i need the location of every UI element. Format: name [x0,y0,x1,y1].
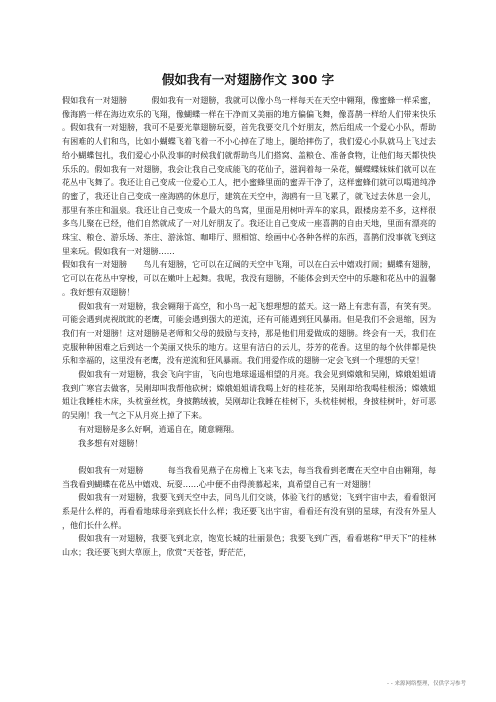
document-title: 假如我有一对翅膀作文 300 字 [161,72,335,87]
paragraph: 假如我有一对翅膀，我要飞到天空中去，同鸟儿们交谈，体验飞行的感觉；飞到宇宙中去，看看银河系是什么样的，再看看地球母亲到底长什么样；我还要飞出宇宙，看看还有没有别的星球，有没有外星人，他们长什么样。 [62,493,436,530]
page-footer-note: - - 来源网络整理，仅供学习参考 [387,681,466,687]
paragraph: 假如我有一对翅膀 每当我看见燕子在房檐上飞来飞去，每当我看到老鹰在天空中自由翱翔，每当我看到蝴蝶在花丛中嬉戏、玩耍……心中便不由得羡慕起来，真希望自己有一对翅膀！ [62,465,436,489]
paragraph: 假如我有一对翅膀，我要飞到北京，饱览长城的壮丽景色；我要飞到广西，看看堪称“甲天下”的桂林山水；我还要飞到大草原上，欣赏“天苍苍，野茫茫， [62,534,436,558]
paragraph: 假如我有一对翅膀，我会飞向宇宙，飞向也地球遥遥相望的月亮。我会见到嫦娥和吴刚，嫦娥姐姐请我到广寒宫去做客，吴刚却叫我帮他砍树；嫦娥姐姐请我喝上好的桂花茶，吴刚却给我喝桂根汤；嫦娥姐姐让我睡桂木床，头枕蚕丝枕，身披鹅绒被，吴刚却让我睡在桂树下，头枕桂树根，身披桂树叶，好可恶的吴刚！我一气之下从月亮上掉了下来。 [62,370,436,421]
paragraph: 假如我有一对翅膀 假如我有一对翅膀，我就可以像小鸟一样每天在天空中翱翔，像蜜蜂一样采蜜，像海鸥一样在海边欢乐的飞翔，像蝴蝶一样在干净而又美丽的地方偏偏飞舞，像喜鹊一样给人们带来快乐。假如我有一对翅膀，我可不是要光靠翅膀玩耍，首先我要交几个好朋友，然后组成一个爱心小队，帮助有困难的人们和鸟，比如小蝴蝶飞着飞着一不小心掉在了地上，腿给摔伤了，我们爱心小队就马上飞过去给小蝴蝶包扎，我们爱心小队没事的时候我们就帮助鸟儿们搭窝、盖粮仓、准备食物，让他们每天都快快乐乐的。假如我有一对翅膀，我会让我自己变成能飞的花仙子，滋润着每一朵花，蝴蝶蝶妹妹们就可以在花丛中飞舞了。我还让自己变成一位爱心工人，把小蜜蜂里面的蜜弄干净了，这样蜜蜂们就可以喝道纯净的蜜了，我还让自己变成一座海鸥的休息厅，建筑在天空中，海鸥有一旦飞累了，就飞过去休息一会儿，那里有茶庄和温泉。我还让自己变成一个最大的鸟窝，里面是用树叶弄车的家具，跟楼房差不多，这样很多鸟儿聚在已经，他们自然就成了一对儿好朋友了。我还让自己变成一座喜鹊的自由天地，里面有漂亮的珠宝、粮仓、游乐场、茶庄、游泳馆、咖啡厅、照相馆、绘画中心各种各样的东西，喜鹊们没事就飞到这里来玩。假如我有一对翅膀…… [62,96,436,256]
paragraph: 假如我有一对翅膀 鸟儿有翅膀，它可以在辽阔的天空中飞翔，可以在白云中嬉戏打闹；蝴蝶有翅膀，它可以在花丛中穿梭，可以在嫩叶上起舞。我呢，我没有翅膀，不能体会到天空中的乐趣和花丛中的温馨。我好想有双翅膀！ [62,260,436,297]
paragraph: 假如我有一对翅膀，我会翱翔于高空，和小鸟一起飞想理想的蓝天。这一路上有悲有喜，有笑有哭。可能会遇到虎视眈眈的老鹰，可能会遇到强大的逆流，还有可能遇到狂风暴雨。但是我们不会退缩，因为我们有一对翅膀！这对翅膀是老师和父母的鼓励与支持，那是他们用爱做成的翅膀。终会有一天，我们在克服种种困难之后到达一个美丽又快乐的地方。这里有洁白的云儿，芬芳的花香。这里的每个伙伴都是快乐和幸福的，这里没有老鹰，没有逆流和狂风暴雨。我们用爱作成的翅膀一定会飞到一个理想的天堂！ [62,301,436,366]
paragraph-spacer [62,450,436,464]
paragraph: 我多想有对翅膀！ [62,438,143,448]
document-body [62,94,436,560]
paragraph: 有对翅膀是多么好啊，逍遥自在，随意翱翔。 [62,424,240,434]
